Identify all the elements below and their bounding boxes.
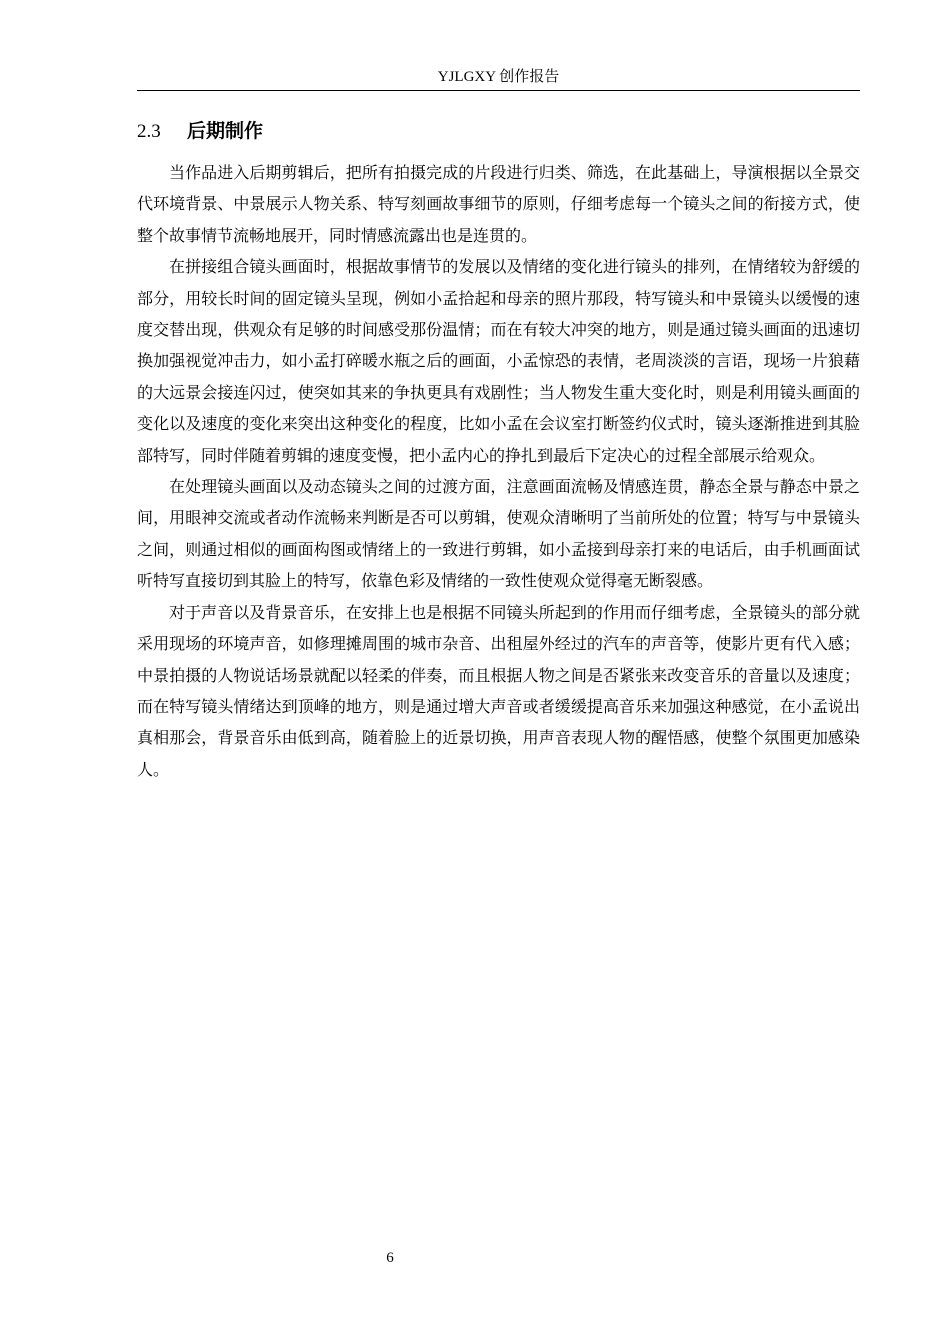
page-number: 6 xyxy=(386,1250,394,1266)
paragraph-2: 在拼接组合镜头画面时，根据故事情节的发展以及情绪的变化进行镜头的排列，在情绪较为舒缓的部分，用较长时间的固定镜头呈现，例如小孟拾起和母亲的照片那段，特写镜头和中景镜头以缓慢的速度交替出现，供观众有足够的时间感受那份温情；而在有较大冲突的地方，则是通过镜头画面的迅速切换加强视觉冲击力，如小孟打碎暖水瓶之后的画面，小孟惊恐的表情，老周淡淡的言语，现场一片狼藉的大远景会接连闪过，使突如其来的争执更具有戏剧性；当人物发生重大变化时，则是利用镜头画面的变化以及速度的变化来突出这种变化的程度，比如小孟在会议室打断签约仪式时，镜头逐渐推进到其脸部特写，同时伴随着剪辑的速度变慢，把小孟内心的挣扎到最后下定决心的过程全部展示给观众。 xyxy=(137,257,860,465)
section-title: 后期制作 xyxy=(187,120,264,142)
paragraph-1: 当作品进入后期剪辑后，把所有拍摄完成的片段进行归类、筛选，在此基础上，导演根据以全景交代环境背景、中景展示人物关系、特写刻画故事细节的原则，仔细考虑每一个镜头之间的衔接方式，使整个故事情节流畅地展开，同时情感流露出也是连贯的。 xyxy=(137,163,860,245)
section-number: 2.3 xyxy=(137,121,161,142)
section-heading xyxy=(137,116,860,147)
paragraph-3: 在处理镜头画面以及动态镜头之间的过渡方面，注意画面流畅及情感连贯，静态全景与静态中景之间，用眼神交流或者动作流畅来判断是否可以剪辑，使观众清晰明了当前所处的位置；特写与中景镜头之间，则通过相似的画面构图或情绪上的一致进行剪辑，如小孟接到母亲打来的电话后，由手机画面试听特写直接切到其脸上的特写，依靠色彩及情绪的一致性使观众觉得毫无断裂感。 xyxy=(137,477,860,591)
running-header: YJLGXY 创作报告 xyxy=(437,69,560,85)
paragraph-4: 对于声音以及背景音乐，在安排上也是根据不同镜头所起到的作用而仔细考虑，全景镜头的部分就采用现场的环境声音，如修理摊周围的城市杂音、出租屋外经过的汽车的声音等，使影片更有代入感；中景拍摄的人物说话场景就配以轻柔的伴奏，而且根据人物之间是否紧张来改变音乐的音量以及速度；而在特写镜头情绪达到顶峰的地方，则是通过增大声音或者缓缓提高音乐来加强这种感觉，在小孟说出真相那会，背景音乐由低到高，随着脸上的近景切换，用声音表现人物的醒悟感，使整个氛围更加感染人。 xyxy=(137,602,860,779)
body-text xyxy=(137,157,860,785)
header-rule xyxy=(137,90,860,91)
